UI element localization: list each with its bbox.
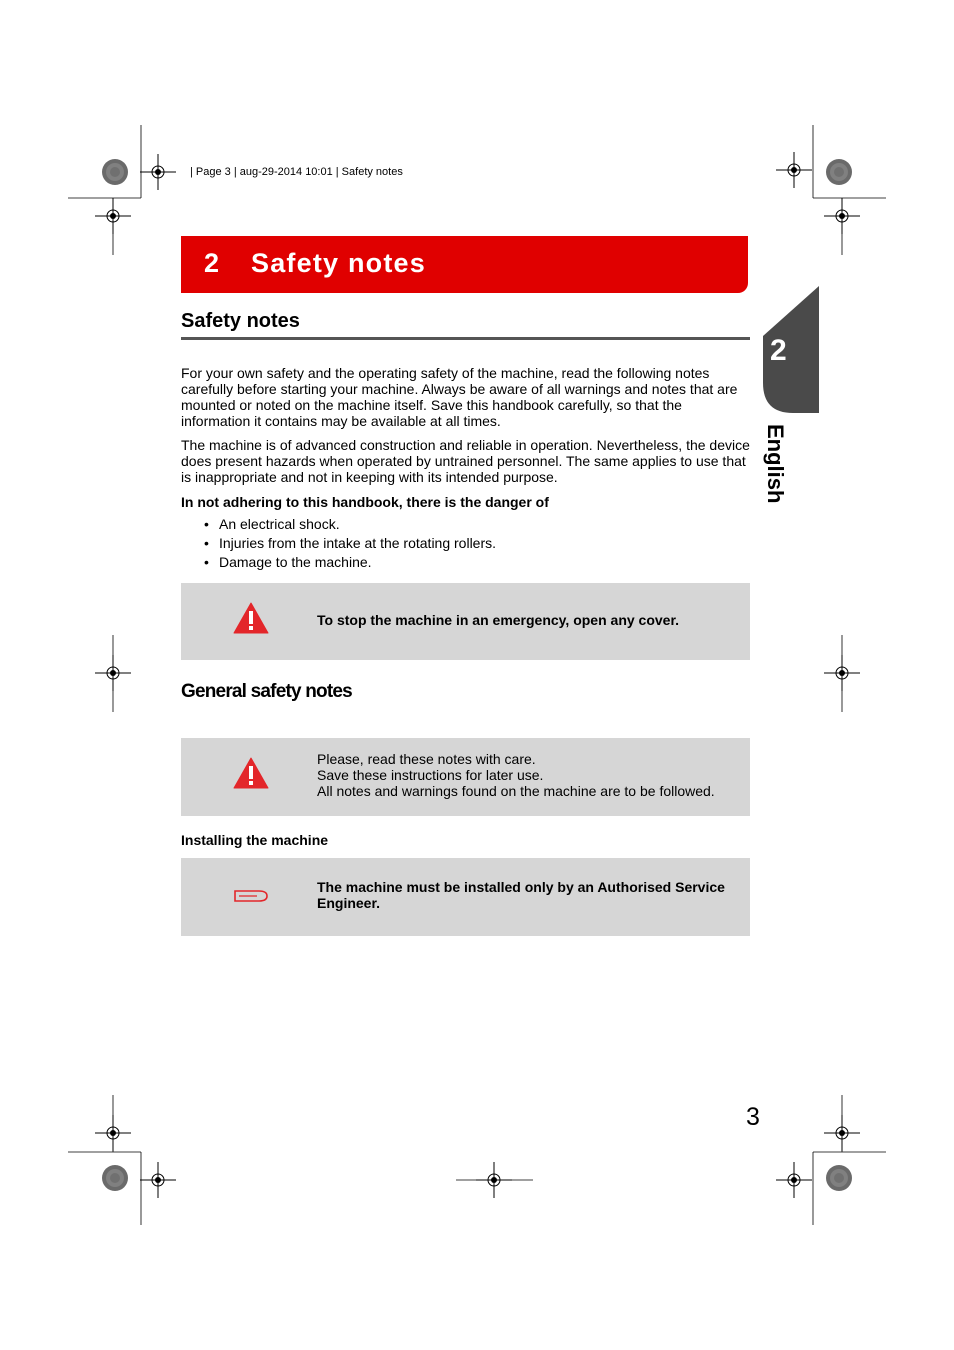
intro-paragraph: For your own safety and the operating safety of the machine, read the following notes carefully before starting your machine. Always be aware of all warnings and notes that are mounted or noted on the machine itself. Save this handbook carefully, so that the information it contains may be available at all times. [181, 365, 738, 429]
side-tab-number: 2 [770, 334, 787, 367]
chapter-title: Safety notes [251, 248, 426, 278]
installing-note-box [181, 858, 750, 936]
language-label: English [763, 424, 788, 504]
danger-heading: In not adhering to this handbook, there is the danger of [181, 494, 549, 510]
section-title: Safety notes [181, 310, 300, 332]
warning-triangle-icon [233, 602, 269, 634]
chapter-banner [181, 236, 748, 293]
list-item: • Damage to the machine. [204, 554, 372, 570]
danger-list [204, 516, 496, 573]
section-divider [181, 337, 750, 340]
emergency-note-box [181, 583, 750, 660]
installing-heading: Installing the machine [181, 832, 329, 848]
list-item: • An electrical shock. [204, 516, 340, 532]
hazard-paragraph: The machine is of advanced construction and reliable in operation. Nevertheless, the device does present hazards when operated by untrained personnel. The same applies to use that is inappropriate and not in keeping with its intended purpose. [181, 437, 750, 485]
pointing-hand-icon [233, 887, 269, 905]
installing-note-text: The machine must be installed only by an Authorised Service Engineer. [317, 879, 725, 911]
chapter-number: 2 [204, 248, 221, 278]
page-number: 3 [746, 1103, 760, 1131]
care-note-box [181, 738, 750, 816]
emergency-note-text: To stop the machine in an emergency, open any cover. [317, 612, 680, 628]
care-note-text: Please, read these notes with care. Save these instructions for later use. All notes and warnings found on the machine are to be followed. [317, 751, 715, 799]
running-header: | Page 3 | aug-29-2014 10:01 | Safety notes [190, 166, 403, 178]
warning-triangle-icon [233, 757, 269, 789]
list-item: • Injuries from the intake at the rotating rollers. [204, 535, 497, 551]
general-safety-title: General safety notes [181, 681, 352, 702]
